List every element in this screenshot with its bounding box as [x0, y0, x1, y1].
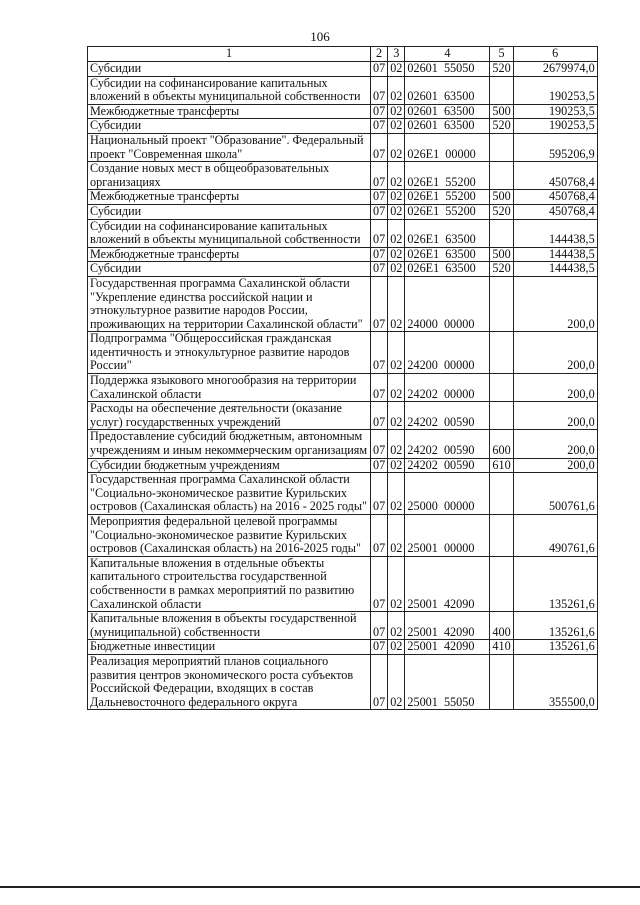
amount-cell: 500761,6: [513, 473, 597, 515]
expense-type-cell: 410: [490, 640, 513, 655]
amount-cell: 135261,6: [513, 640, 597, 655]
subsection-code-cell: 02: [388, 247, 405, 262]
expense-name-cell: Субсидии на софинансирование капитальных вложений в объекты муниципальной собственности: [88, 219, 371, 247]
table-row: [88, 76, 598, 104]
table-row: [88, 374, 598, 402]
target-article-cell: 25001 55050: [405, 654, 490, 709]
amount-cell: 135261,6: [513, 612, 597, 640]
expense-name-cell: Создание новых мест в общеобразовательных организациях: [88, 162, 371, 190]
expense-name-cell: Межбюджетные трансферты: [88, 190, 371, 205]
table-row: [88, 640, 598, 655]
section-code-cell: 07: [371, 374, 388, 402]
expense-type-cell: 520: [490, 62, 513, 77]
section-code-cell: 07: [371, 247, 388, 262]
expense-name-cell: Подпрограмма "Общероссийская гражданская идентичность и этнокультурное развитие народов России": [88, 332, 371, 374]
section-code-cell: 07: [371, 612, 388, 640]
section-code-cell: 07: [371, 119, 388, 134]
section-code-cell: 07: [371, 104, 388, 119]
expense-type-cell: 500: [490, 247, 513, 262]
expense-name-cell: Мероприятия федеральной целевой программы "Социально-экономическое развитие Курильских островов (Сахалинская область) на 2016-2025 годы": [88, 515, 371, 557]
target-article-cell: 25001 42090: [405, 640, 490, 655]
amount-cell: 450768,4: [513, 190, 597, 205]
target-article-cell: 02601 63500: [405, 119, 490, 134]
expense-type-cell: [490, 276, 513, 331]
table-row: [88, 473, 598, 515]
subsection-code-cell: 02: [388, 76, 405, 104]
expense-type-cell: [490, 473, 513, 515]
table-row: [88, 219, 598, 247]
table-row: [88, 612, 598, 640]
expense-type-cell: 500: [490, 190, 513, 205]
expense-type-cell: [490, 219, 513, 247]
expense-name-cell: Национальный проект "Образование". Федеральный проект "Современная школа": [88, 133, 371, 161]
expense-name-cell: Государственная программа Сахалинской области "Социально-экономическое развитие Курильских островов (Сахалинская область) на 2016 - 2025 годы": [88, 473, 371, 515]
page-number: 106: [310, 29, 330, 44]
amount-cell: 200,0: [513, 430, 597, 458]
amount-cell: 135261,6: [513, 556, 597, 611]
expense-name-cell: Субсидии: [88, 62, 371, 77]
expense-type-cell: [490, 162, 513, 190]
expense-name-cell: Субсидии на софинансирование капитальных вложений в объекты муниципальной собственности: [88, 76, 371, 104]
column-header: 5: [490, 47, 513, 62]
amount-cell: 595206,9: [513, 133, 597, 161]
target-article-cell: 026Е1 55200: [405, 190, 490, 205]
table-row: [88, 162, 598, 190]
target-article-cell: 026Е1 63500: [405, 219, 490, 247]
target-article-cell: 24202 00000: [405, 374, 490, 402]
section-code-cell: 07: [371, 654, 388, 709]
column-header: 2: [371, 47, 388, 62]
expense-name-cell: Субсидии: [88, 119, 371, 134]
subsection-code-cell: 02: [388, 556, 405, 611]
expense-type-cell: 520: [490, 119, 513, 134]
expense-name-cell: Бюджетные инвестиции: [88, 640, 371, 655]
subsection-code-cell: 02: [388, 119, 405, 134]
amount-cell: 200,0: [513, 332, 597, 374]
amount-cell: 450768,4: [513, 162, 597, 190]
expense-type-cell: 520: [490, 204, 513, 219]
table-row: [88, 430, 598, 458]
subsection-code-cell: 02: [388, 332, 405, 374]
target-article-cell: 24000 00000: [405, 276, 490, 331]
subsection-code-cell: 02: [388, 473, 405, 515]
expense-name-cell: Субсидии бюджетным учреждениям: [88, 458, 371, 473]
bottom-rule: [0, 886, 640, 888]
target-article-cell: 24202 00590: [405, 430, 490, 458]
expense-type-cell: [490, 556, 513, 611]
amount-cell: 200,0: [513, 374, 597, 402]
subsection-code-cell: 02: [388, 640, 405, 655]
section-code-cell: 07: [371, 62, 388, 77]
expense-name-cell: Государственная программа Сахалинской области "Укрепление единства российской нации и этнокультурное развитие народов России, проживающих на территории Сахалинской области": [88, 276, 371, 331]
table-row: [88, 190, 598, 205]
target-article-cell: 25001 42090: [405, 556, 490, 611]
section-code-cell: 07: [371, 162, 388, 190]
subsection-code-cell: 02: [388, 104, 405, 119]
subsection-code-cell: 02: [388, 458, 405, 473]
amount-cell: 355500,0: [513, 654, 597, 709]
target-article-cell: 026Е1 63500: [405, 262, 490, 277]
amount-cell: 200,0: [513, 458, 597, 473]
expense-name-cell: Капитальные вложения в объекты государственной (муниципальной) собственности: [88, 612, 371, 640]
expense-name-cell: Межбюджетные трансферты: [88, 247, 371, 262]
expense-name-cell: Капитальные вложения в отдельные объекты капитального строительства государственной собственности в рамках мероприятий по развитию Сахалинской области: [88, 556, 371, 611]
expense-type-cell: [490, 374, 513, 402]
section-code-cell: 07: [371, 473, 388, 515]
subsection-code-cell: 02: [388, 262, 405, 277]
table-row: [88, 62, 598, 77]
amount-cell: 144438,5: [513, 247, 597, 262]
expense-type-cell: 610: [490, 458, 513, 473]
subsection-code-cell: 02: [388, 374, 405, 402]
target-article-cell: 25001 42090: [405, 612, 490, 640]
amount-cell: 144438,5: [513, 219, 597, 247]
expense-name-cell: Реализация мероприятий планов социального развития центров экономического роста субъектов Российской Федерации, входящих в состав Дальневосточного федерального округа: [88, 654, 371, 709]
target-article-cell: 026Е1 63500: [405, 247, 490, 262]
header-row: [88, 47, 598, 62]
column-header: 1: [88, 47, 371, 62]
section-code-cell: 07: [371, 76, 388, 104]
subsection-code-cell: 02: [388, 219, 405, 247]
expense-name-cell: Расходы на обеспечение деятельности (оказание услуг) государственных учреждений: [88, 402, 371, 430]
column-header: 4: [405, 47, 490, 62]
amount-cell: 200,0: [513, 276, 597, 331]
amount-cell: 450768,4: [513, 204, 597, 219]
target-article-cell: 02601 63500: [405, 104, 490, 119]
section-code-cell: 07: [371, 640, 388, 655]
section-code-cell: 07: [371, 262, 388, 277]
subsection-code-cell: 02: [388, 515, 405, 557]
expense-type-cell: [490, 76, 513, 104]
subsection-code-cell: 02: [388, 162, 405, 190]
table-row: [88, 204, 598, 219]
amount-cell: 490761,6: [513, 515, 597, 557]
target-article-cell: 02601 55050: [405, 62, 490, 77]
expense-name-cell: Межбюджетные трансферты: [88, 104, 371, 119]
amount-cell: 190253,5: [513, 76, 597, 104]
amount-cell: 2679974,0: [513, 62, 597, 77]
section-code-cell: 07: [371, 190, 388, 205]
target-article-cell: 026Е1 55200: [405, 162, 490, 190]
subsection-code-cell: 02: [388, 62, 405, 77]
expense-type-cell: 500: [490, 104, 513, 119]
table-row: [88, 276, 598, 331]
subsection-code-cell: 02: [388, 133, 405, 161]
section-code-cell: 07: [371, 276, 388, 331]
table-row: [88, 247, 598, 262]
section-code-cell: 07: [371, 556, 388, 611]
target-article-cell: 25001 00000: [405, 515, 490, 557]
subsection-code-cell: 02: [388, 276, 405, 331]
amount-cell: 190253,5: [513, 119, 597, 134]
section-code-cell: 07: [371, 458, 388, 473]
table-row: [88, 104, 598, 119]
section-code-cell: 07: [371, 402, 388, 430]
expense-name-cell: Поддержка языкового многообразия на территории Сахалинской области: [88, 374, 371, 402]
table-row: [88, 133, 598, 161]
target-article-cell: 026Е1 00000: [405, 133, 490, 161]
subsection-code-cell: 02: [388, 654, 405, 709]
expense-type-cell: [490, 332, 513, 374]
expense-type-cell: [490, 654, 513, 709]
subsection-code-cell: 02: [388, 402, 405, 430]
target-article-cell: 24202 00590: [405, 458, 490, 473]
expense-name-cell: Субсидии: [88, 262, 371, 277]
amount-cell: 190253,5: [513, 104, 597, 119]
table-row: [88, 119, 598, 134]
target-article-cell: 02601 63500: [405, 76, 490, 104]
table-row: [88, 515, 598, 557]
expense-type-cell: [490, 133, 513, 161]
expense-name-cell: Предоставление субсидий бюджетным, автономным учреждениям и иным некоммерческим организациям: [88, 430, 371, 458]
subsection-code-cell: 02: [388, 612, 405, 640]
expense-name-cell: Субсидии: [88, 204, 371, 219]
section-code-cell: 07: [371, 219, 388, 247]
budget-table: [87, 46, 598, 710]
amount-cell: 144438,5: [513, 262, 597, 277]
section-code-cell: 07: [371, 133, 388, 161]
section-code-cell: 07: [371, 204, 388, 219]
column-header: 6: [513, 47, 597, 62]
section-code-cell: 07: [371, 515, 388, 557]
expense-type-cell: [490, 515, 513, 557]
target-article-cell: 25000 00000: [405, 473, 490, 515]
section-code-cell: 07: [371, 430, 388, 458]
amount-cell: 200,0: [513, 402, 597, 430]
subsection-code-cell: 02: [388, 430, 405, 458]
subsection-code-cell: 02: [388, 204, 405, 219]
table-row: [88, 332, 598, 374]
column-header: 3: [388, 47, 405, 62]
table-row: [88, 654, 598, 709]
expense-type-cell: 520: [490, 262, 513, 277]
expense-type-cell: 400: [490, 612, 513, 640]
target-article-cell: 24202 00590: [405, 402, 490, 430]
section-code-cell: 07: [371, 332, 388, 374]
expense-type-cell: [490, 402, 513, 430]
table-row: [88, 458, 598, 473]
table-row: [88, 262, 598, 277]
table-row: [88, 402, 598, 430]
target-article-cell: 026Е1 55200: [405, 204, 490, 219]
target-article-cell: 24200 00000: [405, 332, 490, 374]
expense-type-cell: 600: [490, 430, 513, 458]
table-row: [88, 556, 598, 611]
subsection-code-cell: 02: [388, 190, 405, 205]
